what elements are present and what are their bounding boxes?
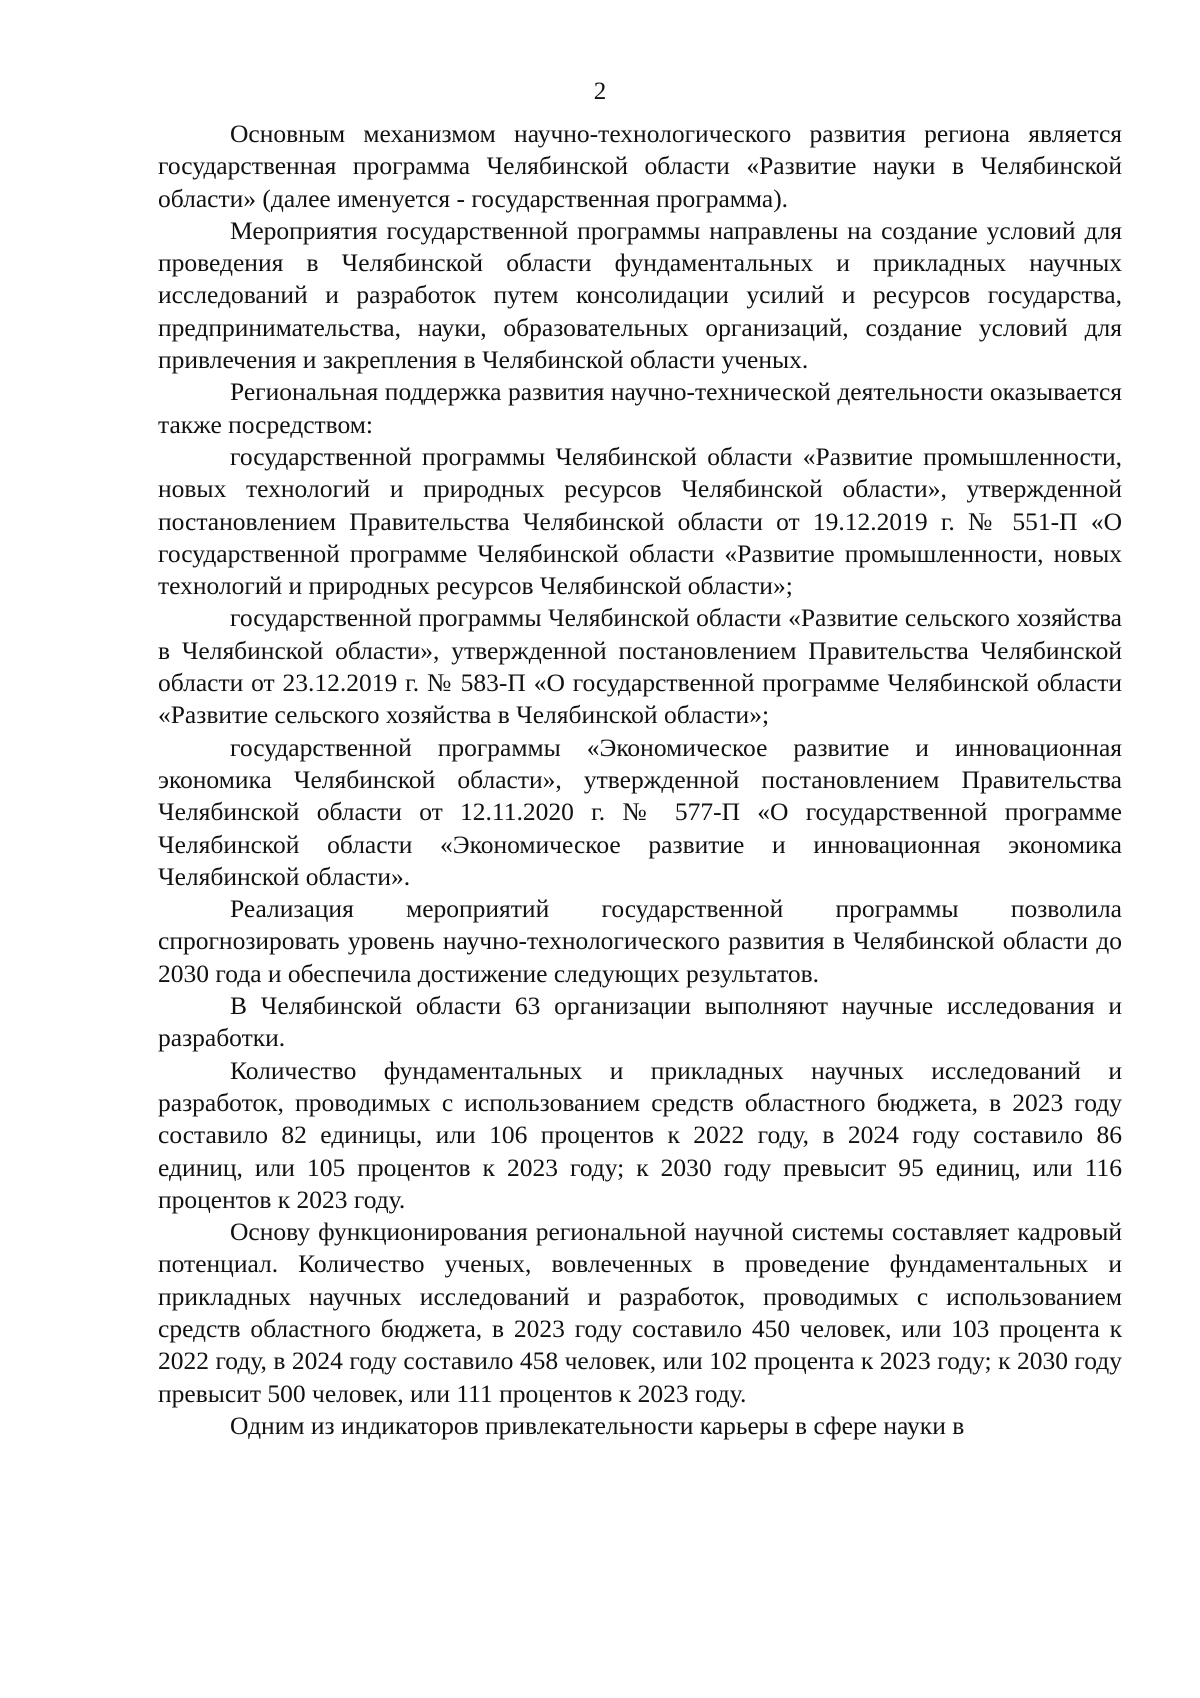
- paragraph-research-count: Количество фундаментальных и прикладных научных исследований и разработок, проводимых с использованием средств областного бюджета, в 2023 году составило 82 единицы, или 106 процентов к 2022 году, в 2024 году составило 86 единиц, или 105 процентов к 2023 году; к 2030 году превысит 95 единиц, или 116 процентов к 2023 году.: [158, 1055, 1122, 1214]
- paragraph-career-indicator: Одним из индикаторов привлекательности карьеры в сфере науки в: [230, 1410, 965, 1440]
- paragraph-scientists-count: Основу функционирования региональной научной системы составляет кадровый потенциал. Количество ученых, вовлеченных в проведение фундаментальных и прикладных научных исследований и разработок, проводимых с использованием средств областного бюджета, в 2023 году составило 450 человек, или 103 процента к 2022 году, в 2024 году составило 458 человек, или 102 процента к 2023 году; к 2030 году превысит 500 человек, или 111 процентов к 2023 году.: [158, 1217, 1122, 1408]
- paragraph-regional-support: Региональная поддержка развития научно-технической деятельности оказывается также посредством:: [158, 377, 1122, 439]
- paragraph-implementation-results: Реализация мероприятий государственной программы позволила спрогнозировать уровень научно-технологического развития в Челябинской области до 2030 года и обеспечила достижение следующих результатов.: [158, 894, 1122, 988]
- paragraph-economy-program: государственной программы «Экономическое развитие и инновационная экономика Челябинской области», утвержденной постановлением Правительства Челябинской области от 12.11.2020 г. № 577-П «О государственной программе Челябинской области «Экономическое развитие и инновационная экономика Челябинской области».: [158, 732, 1122, 891]
- paragraph-agriculture-program: государственной программы Челябинской области «Развитие сельского хозяйства в Челябинской области», утвержденной постановлением Правительства Челябинской области от 23.12.2019 г. № 583-П «О государственной программе Челябинской области «Развитие сельского хозяйства в Челябинской области»;: [158, 603, 1122, 730]
- page-number: 2: [593, 78, 607, 105]
- document-body: [158, 118, 1122, 1442]
- paragraph-organizations-count: В Челябинской области 63 организации выполняют научные исследования и разработки.: [158, 991, 1122, 1053]
- paragraph-industry-program: государственной программы Челябинской области «Развитие промышленности, новых технологий и природных ресурсов Челябинской области», утвержденной постановлением Правительства Челябинской области от 19.12.2019 г. № 551-П «О государственной программе Челябинской области «Развитие промышленности, новых технологий и природных ресурсов Челябинской области»;: [158, 441, 1122, 601]
- paragraph-main-mechanism: Основным механизмом научно-технологического развития региона является государственная программа Челябинской области «Развитие науки в Челябинской области» (далее именуется - государственная программа).: [158, 119, 1122, 213]
- paragraph-program-measures: Мероприятия государственной программы направлены на создание условий для проведения в Челябинской области фундаментальных и прикладных научных исследований и разработок путем консолидации усилий и ресурсов государства, предпринимательства, науки, образовательных организаций, создание условий для привлечения и закрепления в Челябинской области ученых.: [158, 215, 1122, 375]
